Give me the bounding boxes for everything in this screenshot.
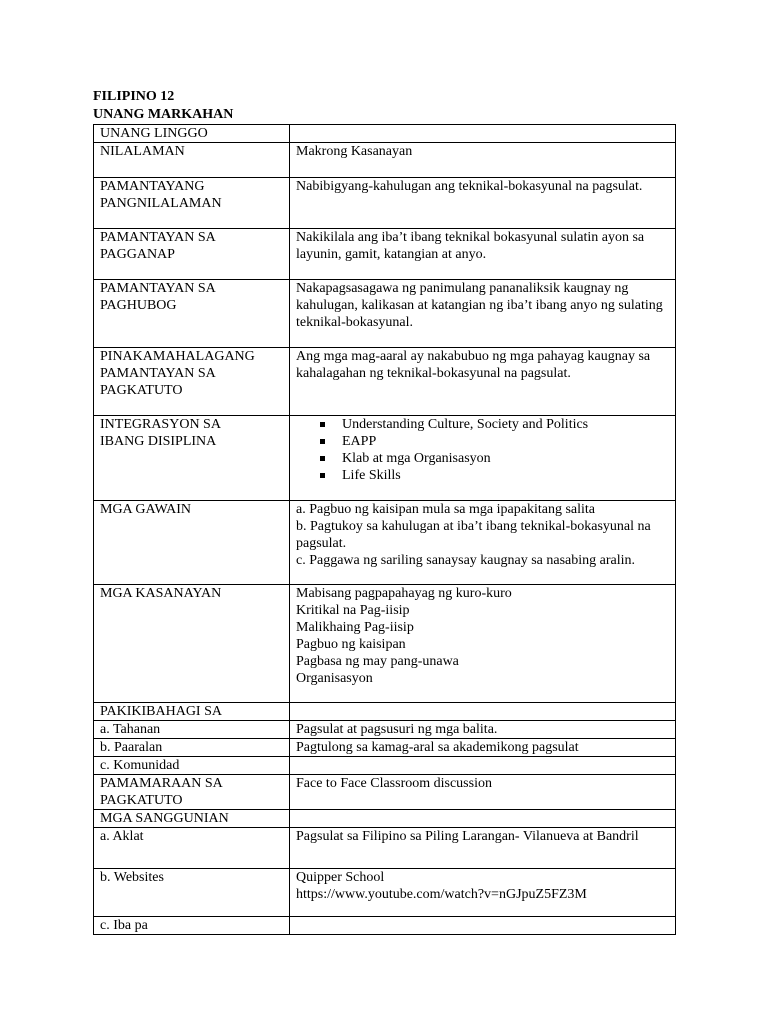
row-pinakamahalagang-pamantayan: [94, 348, 676, 416]
row-label: b. Websites: [94, 869, 290, 917]
row-value: [290, 917, 676, 935]
row-label: PINAKAMAHALAGANG PAMANTAYAN SA PAGKATUTO: [94, 348, 290, 416]
row-label: c. Iba pa: [94, 917, 290, 935]
row-label: UNANG LINGGO: [94, 125, 290, 143]
row-label: a. Aklat: [94, 828, 290, 869]
row-label: a. Tahanan: [94, 721, 290, 739]
row-pamantayan-sa-pagganap: [94, 229, 676, 280]
row-value: Nabibigyang-kahulugan ang teknikal-bokasyunal na pagsulat.: [290, 178, 676, 229]
list-item: Life Skills: [336, 467, 670, 484]
row-pamantayang-pangnilalaman: [94, 178, 676, 229]
row-tahanan: [94, 721, 676, 739]
row-pamantayan-sa-paghubog: [94, 280, 676, 348]
skill-line: Kritikal na Pag-iisip: [296, 603, 410, 618]
row-value: [290, 869, 676, 917]
skill-line: Mabisang pagpapahayag ng kuro-kuro: [296, 586, 512, 601]
row-label: INTEGRASYON SA IBANG DISIPLINA: [94, 416, 290, 501]
row-value: Nakapagsasagawa ng panimulang pananaliksik kaugnay ng kahulugan, kalikasan at katangian ng iba’t ibang anyo ng sulating teknikal-bokasyunal.: [290, 280, 676, 348]
row-label: NILALAMAN: [94, 143, 290, 178]
row-websites: [94, 869, 676, 917]
document-title: FILIPINO 12: [93, 89, 175, 104]
row-value: [290, 125, 676, 143]
row-label: PAMAMARAAN SA PAGKATUTO: [94, 775, 290, 810]
row-mga-kasanayan: [94, 585, 676, 703]
row-value: Nakikilala ang iba’t ibang teknikal bokasyunal sulatin ayon sa layunin, gamit, katangian at anyo.: [290, 229, 676, 280]
skill-line: Malikhaing Pag-iisip: [296, 620, 414, 635]
row-integrasyon: [94, 416, 676, 501]
list-item: EAPP: [336, 433, 670, 450]
row-pakikibahagi: [94, 703, 676, 721]
row-value: [290, 585, 676, 703]
row-aklat: [94, 828, 676, 869]
row-pamamaraan: [94, 775, 676, 810]
skill-line: Pagbasa ng may pang-unawa: [296, 654, 459, 669]
row-value: Makrong Kasanayan: [290, 143, 676, 178]
row-nilalaman: [94, 143, 676, 178]
row-label: PAKIKIBAHAGI SA: [94, 703, 290, 721]
list-item: Klab at mga Organisasyon: [336, 450, 670, 467]
row-label: MGA SANGGUNIAN: [94, 810, 290, 828]
reference-line: Quipper School: [296, 870, 385, 885]
row-value: [290, 703, 676, 721]
row-unang-linggo: [94, 125, 676, 143]
row-komunidad: [94, 757, 676, 775]
list-item: Understanding Culture, Society and Politics: [336, 416, 670, 433]
row-value: [290, 416, 676, 501]
activity-line: c. Paggawa ng sariling sanaysay kaugnay sa nasabing aralin.: [296, 553, 636, 568]
row-paaralan: [94, 739, 676, 757]
reference-link[interactable]: https://www.youtube.com/watch?v=nGJpuZ5FZ3M: [296, 887, 587, 902]
integration-list: [296, 416, 670, 484]
skill-line: Organisasyon: [296, 671, 373, 686]
row-value: [290, 757, 676, 775]
skill-line: Pagbuo ng kaisipan: [296, 637, 406, 652]
row-label: PAMANTAYAN SA PAGGANAP: [94, 229, 290, 280]
row-value: Pagsulat sa Filipino sa Piling Larangan- Vilanueva at Bandril: [290, 828, 676, 869]
row-label: c. Komunidad: [94, 757, 290, 775]
lesson-plan-table: [93, 124, 676, 935]
row-mga-gawain: [94, 501, 676, 585]
row-mga-sanggunian: [94, 810, 676, 828]
row-label: PAMANTAYANG PANGNILALAMAN: [94, 178, 290, 229]
row-value: [290, 501, 676, 585]
row-label: b. Paaralan: [94, 739, 290, 757]
row-value: [290, 810, 676, 828]
row-label: MGA GAWAIN: [94, 501, 290, 585]
row-label: MGA KASANAYAN: [94, 585, 290, 703]
row-label: PAMANTAYAN SA PAGHUBOG: [94, 280, 290, 348]
row-value: Face to Face Classroom discussion: [290, 775, 676, 810]
row-value: Ang mga mag-aaral ay nakabubuo ng mga pahayag kaugnay sa kahalagahan ng teknikal-bokasyunal na pagsulat.: [290, 348, 676, 416]
activity-line: a. Pagbuo ng kaisipan mula sa mga ipapakitang salita: [296, 502, 595, 517]
row-iba-pa: [94, 917, 676, 935]
row-value: Pagtulong sa kamag-aral sa akademikong pagsulat: [290, 739, 676, 757]
row-value: Pagsulat at pagsusuri ng mga balita.: [290, 721, 676, 739]
document-subtitle: UNANG MARKAHAN: [93, 107, 234, 122]
activity-line: b. Pagtukoy sa kahulugan at iba’t ibang teknikal-bokasyunal na pagsulat.: [296, 519, 651, 551]
